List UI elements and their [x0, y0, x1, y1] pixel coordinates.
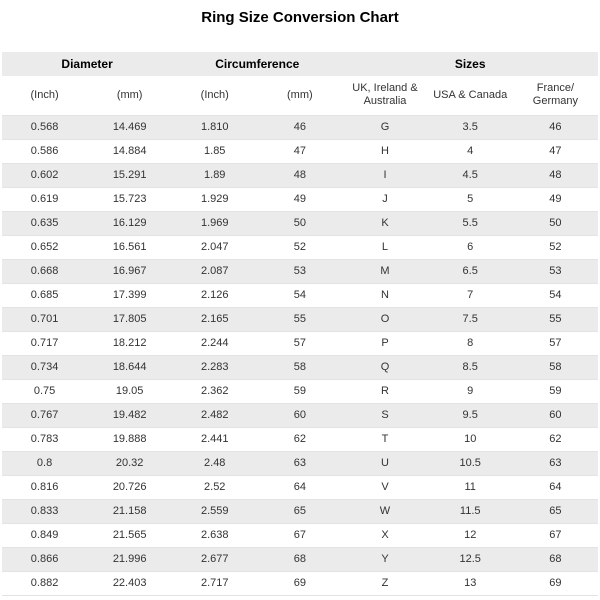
table-cell: 65 — [293, 505, 306, 517]
table-cell: 50 — [293, 217, 306, 229]
table-cell: 5.5 — [462, 217, 478, 229]
table-header — [2, 52, 598, 115]
table-cell: 11.5 — [459, 505, 481, 517]
table-cell: Y — [381, 553, 389, 565]
column-group-row — [2, 52, 598, 76]
table-cell: Q — [380, 361, 390, 373]
table-cell: X — [381, 529, 389, 541]
table-cell: 69 — [293, 577, 306, 589]
table-cell: 0.833 — [30, 505, 59, 517]
table-cell: 0.734 — [30, 361, 59, 373]
column-header-france-germany: France/ Germany — [532, 82, 579, 108]
table-cell: 54 — [549, 289, 562, 301]
table-cell: N — [381, 289, 389, 301]
table-cell: 2.638 — [200, 529, 229, 541]
table-row — [2, 259, 598, 283]
table-cell: 0.701 — [30, 313, 59, 325]
table-cell: 63 — [293, 457, 306, 469]
table-cell: R — [381, 385, 389, 397]
table-cell: 47 — [293, 145, 306, 157]
table-cell: 46 — [549, 121, 562, 133]
table-cell: U — [381, 457, 389, 469]
table-cell: 48 — [549, 169, 562, 181]
table-cell: 9 — [467, 385, 474, 397]
table-cell: 2.52 — [204, 481, 226, 493]
table-cell: 2.362 — [200, 385, 229, 397]
table-cell: 10 — [464, 433, 477, 445]
table-cell: 65 — [549, 505, 562, 517]
table-cell: 21.996 — [112, 553, 147, 565]
ring-size-conversion-table — [2, 52, 598, 596]
table-cell: 11 — [464, 481, 476, 493]
table-row — [2, 379, 598, 403]
table-cell: 63 — [549, 457, 562, 469]
table-row — [2, 115, 598, 139]
table-cell: 0.668 — [30, 265, 59, 277]
table-cell: 8 — [467, 337, 474, 349]
table-cell: 0.602 — [30, 169, 59, 181]
table-cell: 54 — [293, 289, 306, 301]
table-cell: 14.469 — [112, 121, 147, 133]
table-cell: 49 — [293, 193, 306, 205]
table-row — [2, 187, 598, 211]
table-cell: 17.399 — [112, 289, 147, 301]
table-cell: J — [382, 193, 388, 205]
table-cell: I — [383, 169, 387, 181]
table-cell: 20.32 — [115, 457, 144, 469]
table-cell: 13 — [464, 577, 477, 589]
table-row — [2, 331, 598, 355]
table-row — [2, 475, 598, 499]
table-cell: 2.283 — [200, 361, 229, 373]
table-cell: 0.866 — [30, 553, 59, 565]
table-cell: 14.884 — [112, 145, 147, 157]
table-cell: 8.5 — [462, 361, 478, 373]
table-row — [2, 403, 598, 427]
table-cell: 7.5 — [462, 313, 478, 325]
table-cell: G — [380, 121, 390, 133]
table-row — [2, 427, 598, 451]
table-cell: 48 — [293, 169, 306, 181]
table-row — [2, 139, 598, 163]
table-cell: 19.05 — [115, 385, 144, 397]
table-cell: 20.726 — [112, 481, 147, 493]
table-cell: 2.165 — [200, 313, 229, 325]
table-row — [2, 547, 598, 571]
table-body — [2, 115, 598, 595]
table-cell: 12 — [464, 529, 477, 541]
table-cell: 18.644 — [112, 361, 147, 373]
column-header-uk-ireland-australia: UK, Ireland & Australia — [352, 82, 418, 108]
page-title: Ring Size Conversion Chart — [201, 9, 399, 26]
table-cell: 1.929 — [200, 193, 229, 205]
table-cell: 2.087 — [200, 265, 229, 277]
table-cell: 21.158 — [112, 505, 147, 517]
table-cell: V — [381, 481, 389, 493]
table-cell: 53 — [549, 265, 562, 277]
table-cell: 2.482 — [200, 409, 229, 421]
table-cell: 57 — [293, 337, 306, 349]
table-cell: 64 — [549, 481, 562, 493]
table-row — [2, 211, 598, 235]
table-cell: K — [381, 217, 389, 229]
table-cell: M — [380, 265, 390, 277]
table-cell: 0.816 — [30, 481, 59, 493]
table-cell: 19.888 — [112, 433, 147, 445]
table-cell: 2.047 — [200, 241, 229, 253]
table-cell: 60 — [549, 409, 562, 421]
table-cell: 55 — [293, 313, 306, 325]
table-cell: 0.75 — [33, 385, 56, 397]
table-row — [2, 451, 598, 475]
table-cell: 10.5 — [459, 457, 481, 469]
table-cell: 15.291 — [112, 169, 147, 181]
table-cell: 1.810 — [200, 121, 229, 133]
group-header-sizes: Sizes — [454, 57, 486, 71]
table-cell: 0.568 — [30, 121, 59, 133]
group-header-diameter: Diameter — [61, 57, 113, 71]
table-cell: 60 — [293, 409, 306, 421]
table-cell: 2.717 — [200, 577, 229, 589]
table-cell: S — [381, 409, 389, 421]
table-cell: 0.619 — [30, 193, 59, 205]
table-cell: 0.783 — [30, 433, 59, 445]
table-cell: P — [381, 337, 389, 349]
group-header-circumference: Circumference — [215, 57, 300, 71]
column-header-circumference-inch: (Inch) — [200, 88, 229, 101]
table-row — [2, 571, 598, 595]
table-cell: 59 — [293, 385, 306, 397]
table-cell: 0.882 — [30, 577, 59, 589]
table-cell: 6 — [467, 241, 474, 253]
table-cell: H — [381, 145, 389, 157]
table-cell: 9.5 — [462, 409, 478, 421]
column-header-diameter-mm: (mm) — [116, 88, 143, 101]
table-cell: 2.244 — [200, 337, 229, 349]
table-cell: 7 — [467, 289, 474, 301]
table-cell: 1.85 — [204, 145, 226, 157]
table-cell: 58 — [549, 361, 562, 373]
table-cell: 53 — [293, 265, 306, 277]
column-header-diameter-inch: (Inch) — [30, 88, 59, 101]
table-cell: 2.126 — [200, 289, 229, 301]
table-cell: O — [380, 313, 390, 325]
table-cell: T — [381, 433, 389, 445]
table-cell: 64 — [293, 481, 306, 493]
table-cell: 6.5 — [462, 265, 478, 277]
column-header-circumference-mm: (mm) — [287, 88, 313, 101]
table-cell: 58 — [293, 361, 306, 373]
table-cell: 16.129 — [112, 217, 147, 229]
table-row — [2, 355, 598, 379]
table-cell: 1.969 — [200, 217, 229, 229]
table-cell: 5 — [467, 193, 474, 205]
table-cell: Z — [381, 577, 389, 589]
table-cell: 62 — [293, 433, 306, 445]
table-cell: 16.967 — [112, 265, 147, 277]
table-row — [2, 235, 598, 259]
table-cell: 1.89 — [204, 169, 226, 181]
table-cell: 52 — [293, 241, 306, 253]
table-cell: 2.677 — [200, 553, 229, 565]
table-cell: 50 — [549, 217, 562, 229]
table-cell: 0.767 — [30, 409, 59, 421]
column-header-usa-canada: USA & Canada — [433, 88, 508, 101]
table-cell: 0.849 — [30, 529, 59, 541]
table-cell: 52 — [549, 241, 562, 253]
table-cell: 55 — [549, 313, 562, 325]
table-cell: 4 — [467, 145, 474, 157]
table-cell: 62 — [549, 433, 562, 445]
table-cell: 2.559 — [200, 505, 229, 517]
table-cell: 3.5 — [462, 121, 478, 133]
table-cell: 59 — [549, 385, 562, 397]
table-row — [2, 499, 598, 523]
table-cell: 47 — [549, 145, 562, 157]
table-cell: 22.403 — [112, 577, 147, 589]
table-cell: 69 — [549, 577, 562, 589]
table-cell: 19.482 — [112, 409, 147, 421]
table-cell: 21.565 — [112, 529, 147, 541]
table-cell: 0.8 — [36, 457, 53, 469]
table-cell: 57 — [549, 337, 562, 349]
table-cell: 15.723 — [112, 193, 147, 205]
table-cell: 12.5 — [459, 553, 481, 565]
table-row — [2, 283, 598, 307]
table-cell: 49 — [549, 193, 562, 205]
table-cell: 68 — [549, 553, 562, 565]
table-cell: W — [379, 505, 391, 517]
table-cell: 4.5 — [462, 169, 478, 181]
table-row — [2, 307, 598, 331]
table-cell: 0.652 — [30, 241, 59, 253]
table-cell: 67 — [293, 529, 306, 541]
table-cell: 16.561 — [112, 241, 147, 253]
table-cell: L — [381, 241, 389, 253]
table-cell: 2.48 — [204, 457, 226, 469]
table-cell: 0.685 — [30, 289, 59, 301]
table-cell: 0.635 — [30, 217, 59, 229]
table-cell: 18.212 — [112, 337, 147, 349]
table-cell: 2.441 — [200, 433, 229, 445]
table-row — [2, 523, 598, 547]
table-cell: 17.805 — [112, 313, 147, 325]
table-cell: 68 — [293, 553, 306, 565]
table-cell: 0.717 — [30, 337, 59, 349]
table-row — [2, 163, 598, 187]
table-cell: 46 — [293, 121, 306, 133]
column-header-row — [2, 76, 598, 115]
table-cell: 0.586 — [30, 145, 59, 157]
table-cell: 67 — [549, 529, 562, 541]
